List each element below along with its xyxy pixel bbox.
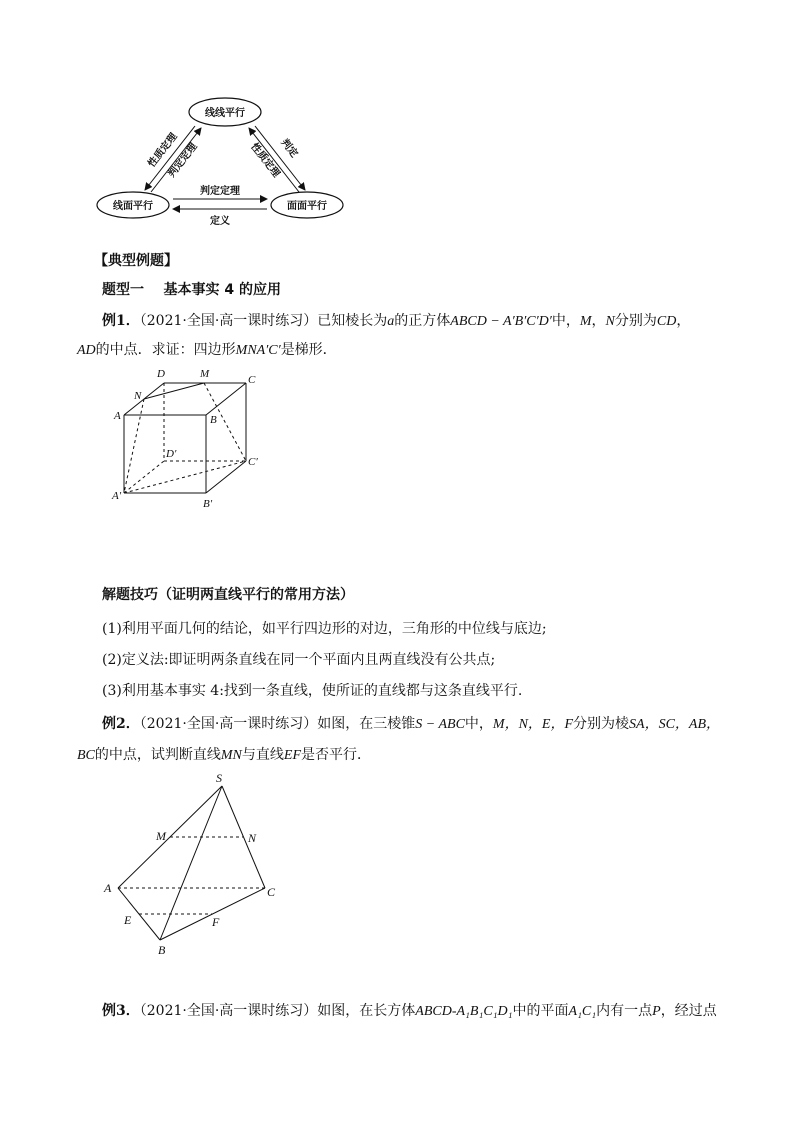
section-heading: 【典型例题】 bbox=[94, 253, 178, 269]
example3-line1 bbox=[102, 1000, 717, 1020]
pyramid-name: S − ABC bbox=[415, 717, 465, 732]
edge-label-left-outer: 性质定理 bbox=[146, 131, 180, 170]
box-name: ABCD-A₁B₁C₁D₁ bbox=[415, 1004, 513, 1019]
arrow-right-inner bbox=[249, 128, 299, 192]
var-a: a bbox=[387, 314, 395, 329]
example2-line1 bbox=[102, 713, 720, 733]
seg-MN: MN bbox=[220, 748, 242, 763]
tetra-label-B: B bbox=[158, 943, 166, 957]
cube-label-Ap: A′ bbox=[112, 490, 122, 502]
example2-text-d: 的中点，试判断直线 bbox=[94, 747, 221, 763]
node-label-right: 面面平行 bbox=[287, 201, 327, 212]
example1-text-a: （2021·全国·高一课时练习）已知棱长为 bbox=[139, 313, 388, 329]
node-label-top: 线线平行 bbox=[205, 108, 245, 119]
example3-text-b: 中的平面 bbox=[512, 1003, 569, 1019]
cube-label-Dp: D′ bbox=[166, 448, 177, 460]
seg-AD: AD bbox=[77, 343, 96, 358]
points: M，N，E，F bbox=[492, 717, 574, 732]
var-N: N bbox=[605, 314, 615, 329]
example1-text-g: 是梯形． bbox=[280, 342, 337, 358]
tetra-label-E: E bbox=[124, 913, 132, 927]
var-M: M bbox=[579, 314, 592, 329]
cube-label-Cp: C′ bbox=[248, 456, 258, 468]
point-P: P bbox=[652, 1004, 661, 1019]
example2-prefix: 例2． bbox=[102, 716, 140, 732]
quad-name: MNA′C′ bbox=[235, 343, 281, 358]
seg-BC: BC bbox=[77, 748, 95, 763]
cube-figure bbox=[110, 345, 270, 515]
example2-text-f: 是否平行． bbox=[301, 747, 371, 763]
tetra-label-C: C bbox=[267, 885, 276, 899]
cube-label-D: D bbox=[157, 368, 165, 380]
seg-EF: EF bbox=[283, 748, 301, 763]
tips-title: 解题技巧（证明两直线平行的常用方法） bbox=[102, 587, 354, 603]
plane-name: A₁C₁ bbox=[568, 1004, 597, 1019]
example2-text-e: 与直线 bbox=[241, 747, 284, 763]
cube-label-B: B bbox=[210, 414, 217, 426]
sep: ， bbox=[591, 313, 606, 329]
tetra-label-N: N bbox=[248, 831, 257, 845]
cube-label-A: A bbox=[114, 410, 121, 422]
tetra-label-M: M bbox=[156, 829, 166, 843]
tip-item-2: (2)定义法:即证明两条直线在同一个平面内且两直线没有公共点; bbox=[102, 652, 496, 668]
example2-text-a: （2021·全国·高一课时练习）如图，在三棱锥 bbox=[139, 716, 416, 732]
example1-text-f: 的中点．求证：四边形 bbox=[95, 342, 236, 358]
example2-text-b: 中， bbox=[464, 716, 493, 732]
cube-label-Bp: B′ bbox=[203, 498, 213, 510]
example1-line1 bbox=[102, 310, 690, 330]
cube-label-C: C bbox=[248, 374, 256, 386]
example1-text-e: ， bbox=[676, 313, 691, 329]
example2-line2 bbox=[77, 744, 371, 764]
edge-label-bottom-bottom: 定义 bbox=[210, 216, 230, 227]
tip-item-1: (1)利用平面几何的结论，如平行四边形的对边，三角形的中位线与底边; bbox=[102, 621, 547, 637]
edge-label-bottom-top: 判定定理 bbox=[200, 186, 240, 197]
edge-label-right-outer: 性质定理 bbox=[248, 141, 282, 180]
example3-prefix: 例3． bbox=[102, 1003, 140, 1019]
tetra-label-S: S bbox=[216, 771, 222, 785]
node-label-left: 线面平行 bbox=[113, 201, 153, 212]
type-heading: 题型一 基本事实 4 的应用 bbox=[102, 282, 281, 298]
edge-label-left-inner: 判定定理 bbox=[166, 141, 200, 180]
cube-name: ABCD − A′B′C′D′ bbox=[450, 314, 552, 329]
cube-label-N: N bbox=[134, 390, 142, 402]
example1-text-c: 中， bbox=[551, 313, 580, 329]
example2-text-c: 分别为棱 bbox=[573, 716, 630, 732]
tip-item-3: (3)利用基本事实 4:找到一条直线，使所证的直线都与这条直线平行. bbox=[102, 683, 523, 699]
example3-text-a: （2021·全国·高一课时练习）如图，在长方体 bbox=[139, 1003, 416, 1019]
edge-label-right-inner: 判定 bbox=[278, 137, 300, 160]
edges: SA，SC，AB， bbox=[629, 717, 721, 732]
example1-prefix: 例1． bbox=[102, 313, 140, 329]
example1-text-d: 分别为 bbox=[614, 313, 657, 329]
tetra-label-F: F bbox=[212, 915, 220, 929]
tetra-label-A: A bbox=[104, 881, 112, 895]
example3-text-d: ，经过点 bbox=[660, 1003, 717, 1019]
parallel-relations-diagram bbox=[95, 88, 355, 233]
seg-CD: CD bbox=[656, 314, 677, 329]
example1-text-b: 的正方体 bbox=[394, 313, 451, 329]
cube-label-M: M bbox=[200, 368, 210, 380]
tetrahedron-figure bbox=[100, 770, 290, 960]
example3-text-c: 内有一点 bbox=[596, 1003, 653, 1019]
